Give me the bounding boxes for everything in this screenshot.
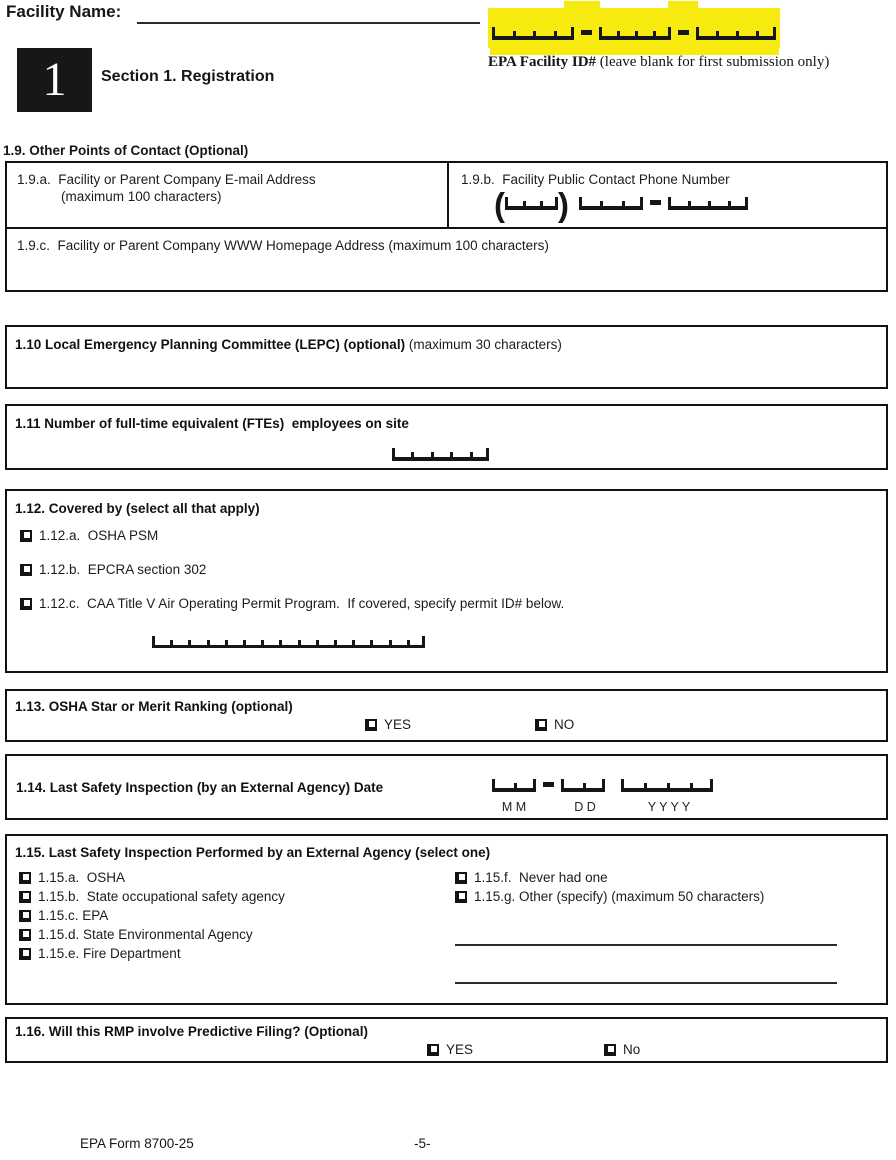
s115-box [5, 834, 888, 1005]
s115g-option[interactable] [455, 888, 764, 905]
s19a-cell[interactable] [7, 163, 449, 227]
phone-line-comb[interactable] [668, 201, 748, 210]
checkbox-113-yes[interactable] [365, 719, 377, 731]
s19c-label: 1.9.c. Facility or Parent Company WWW Homepage Address (maximum 100 characters) [17, 238, 549, 253]
s114-label: 1.14. Last Safety Inspection (by an External Agency) Date [16, 780, 384, 795]
s113-no-label: NO [554, 717, 575, 732]
checkbox-112a[interactable] [20, 530, 32, 542]
dash-separator [678, 30, 689, 35]
s110-label-bold: 1.10 Local Emergency Planning Committee (LEPC) (optional) [15, 337, 406, 352]
s19-box [5, 161, 888, 292]
epa-id-caption-bold: EPA Facility ID# [488, 54, 597, 70]
s115b-option[interactable] [19, 888, 285, 905]
highlight-mark [488, 8, 780, 48]
other-specify-line-2[interactable] [455, 982, 837, 984]
footer-form-number: EPA Form 8700-25 [80, 1136, 194, 1151]
s114-box [5, 754, 888, 820]
s115f-option[interactable] [455, 869, 608, 886]
s112c-label: 1.12.c. CAA Title V Air Operating Permit Program. If covered, specify permit ID# below. [39, 596, 565, 611]
s113-header: 1.13. OSHA Star or Merit Ranking (optional) [15, 699, 293, 714]
facility-name-input-line[interactable] [137, 22, 480, 24]
facility-name-label: Facility Name: [6, 2, 122, 21]
checkbox-115b[interactable] [19, 891, 31, 903]
s112-box [5, 489, 888, 673]
epa-id-comb-group-2[interactable] [599, 31, 671, 40]
checkbox-113-no[interactable] [535, 719, 547, 731]
s111-box [5, 404, 888, 470]
s116-yes-label: YES [446, 1042, 474, 1057]
s115a-label: 1.15.a. OSHA [38, 870, 126, 885]
s115g-label: 1.15.g. Other (specify) (maximum 50 characters) [474, 889, 765, 904]
checkbox-116-no[interactable] [604, 1044, 616, 1056]
epa-id-comb-group-1[interactable] [492, 31, 574, 40]
epa-id-caption-rest: (leave blank for first submission only) [596, 54, 830, 70]
s116-header: 1.16. Will this RMP involve Predictive Filing? (Optional) [15, 1024, 368, 1039]
fte-count-comb[interactable] [392, 452, 489, 461]
s111-label: 1.11 Number of full-time equivalent (FTEs) employees on site [15, 416, 409, 431]
s112a-option[interactable] [20, 527, 158, 544]
dash-separator [581, 30, 592, 35]
checkbox-115e[interactable] [19, 948, 31, 960]
s116-no-option[interactable] [604, 1041, 640, 1058]
s115e-option[interactable] [19, 945, 181, 962]
other-specify-line-1[interactable] [455, 944, 837, 946]
phone-number-field[interactable] [494, 186, 748, 223]
section-number: 1 [42, 53, 67, 106]
checkbox-115d[interactable] [19, 929, 31, 941]
checkbox-112c[interactable] [20, 598, 32, 610]
s112c-option[interactable] [20, 595, 564, 612]
epa-facility-id-field [492, 30, 776, 40]
epa-id-comb-group-3[interactable] [696, 31, 776, 40]
mm-letters: M M [501, 800, 527, 814]
s19b-label: 1.9.b. Facility Public Contact Phone Number [461, 172, 730, 187]
close-paren: ) [558, 186, 569, 223]
checkbox-112b[interactable] [20, 564, 32, 576]
yyyy-letters: Y Y Y Y [647, 800, 691, 814]
s112-header: 1.12. Covered by (select all that apply) [15, 501, 260, 516]
s115e-label: 1.15.e. Fire Department [38, 946, 181, 961]
date-mm-comb[interactable] [492, 783, 536, 792]
dash-separator [543, 782, 554, 787]
s113-yes-label: YES [384, 717, 412, 732]
checkbox-116-yes[interactable] [427, 1044, 439, 1056]
s113-yes-option[interactable] [365, 716, 411, 733]
s115b-label: 1.15.b. State occupational safety agency [38, 889, 285, 904]
checkbox-115c[interactable] [19, 910, 31, 922]
section-title: Section 1. Registration [101, 68, 275, 85]
s19a-label-line1: 1.9.a. Facility or Parent Company E-mail Address [17, 172, 316, 187]
s115d-label: 1.15.d. State Environmental Agency [38, 927, 253, 942]
phone-prefix-comb[interactable] [579, 201, 643, 210]
s115c-label: 1.15.c. EPA [38, 908, 109, 923]
open-paren: ( [494, 186, 505, 223]
s19-header: 1.9. Other Points of Contact (Optional) [3, 143, 249, 158]
s115d-option[interactable] [19, 926, 253, 943]
date-yyyy-comb[interactable] [621, 783, 713, 792]
checkbox-115a[interactable] [19, 872, 31, 884]
s115f-label: 1.15.f. Never had one [474, 870, 608, 885]
footer-page-number: -5- [414, 1136, 431, 1151]
epa-facility-id-block [488, 4, 893, 76]
s112b-option[interactable] [20, 561, 206, 578]
s19a-label-line2: (maximum 100 characters) [61, 189, 222, 204]
s110-box[interactable] [5, 325, 888, 389]
s115c-option[interactable] [19, 907, 108, 924]
s113-box [5, 689, 888, 742]
date-dd-comb[interactable] [561, 783, 605, 792]
section-number-badge [17, 48, 92, 112]
s19c-cell[interactable] [7, 227, 886, 290]
s112b-label: 1.12.b. EPCRA section 302 [39, 562, 207, 577]
phone-area-comb[interactable] [505, 201, 558, 210]
checkbox-115g[interactable] [455, 891, 467, 903]
s110-label-rest: (maximum 30 characters) [405, 337, 562, 352]
s116-box [5, 1017, 888, 1063]
epa-id-caption [488, 54, 829, 71]
permit-id-comb[interactable] [152, 639, 425, 648]
inspection-date-field [492, 782, 713, 792]
s112a-label: 1.12.a. OSHA PSM [39, 528, 159, 543]
dd-letters: D D [574, 800, 596, 814]
s116-yes-option[interactable] [427, 1041, 473, 1058]
s115-header: 1.15. Last Safety Inspection Performed by an External Agency (select one) [15, 845, 491, 860]
s116-no-label: No [623, 1042, 641, 1057]
checkbox-115f[interactable] [455, 872, 467, 884]
s113-no-option[interactable] [535, 716, 574, 733]
s115a-option[interactable] [19, 869, 125, 886]
dash-separator [650, 200, 661, 205]
